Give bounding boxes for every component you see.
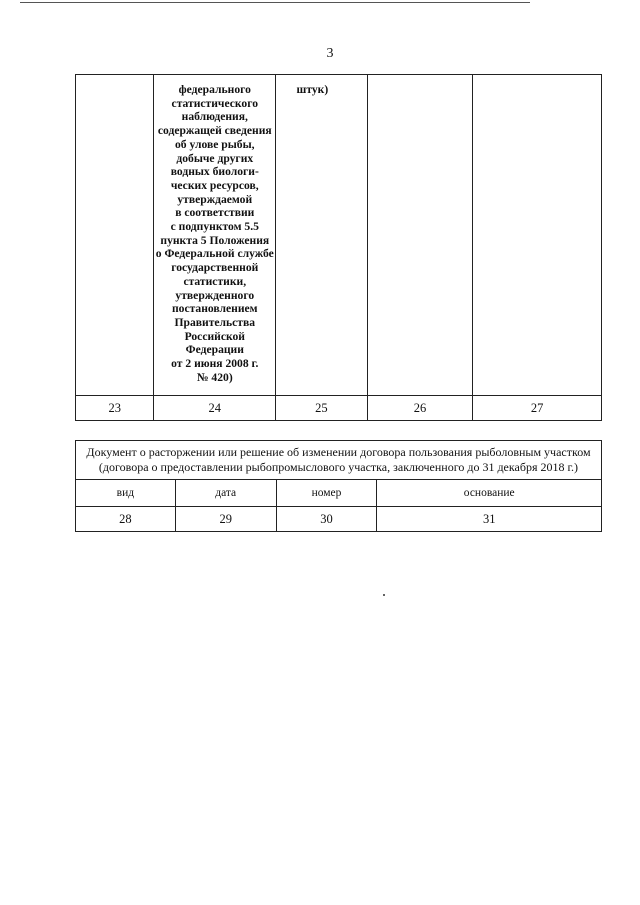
page-number: 3: [326, 46, 334, 61]
column-number-row: [76, 507, 602, 532]
table-title-line: Документ о расторжении или решение об изменении договора пользования рыболовным участком: [86, 445, 591, 459]
table-title-line: (договора о предоставлении рыбопромыслового участка, заключенного до 31 декабря 2018 г.): [98, 460, 579, 474]
table-cell-empty: [76, 75, 154, 396]
column-number: 29: [175, 507, 276, 532]
column-number: 24: [154, 396, 276, 421]
table-cell-text: федерального статистического наблюдения, содержащей сведения об улове рыбы, добыче других водных биологи- ческих ресурсов, утверждаемой в соответствии с подпунктом 5.5 пункта 5 Положения о Федеральной службе государственной статистики, утвержденного постановлением Правительства Российской Федерации от 2 июня 2008 г. № 420): [154, 75, 276, 396]
scan-speck: [383, 594, 385, 596]
table-header-row: [76, 480, 602, 507]
table-title: [76, 441, 602, 480]
column-header-vid: вид: [76, 480, 176, 507]
table-row: [76, 75, 602, 396]
table-title-row: [76, 441, 602, 480]
column-number: 30: [276, 507, 377, 532]
column-number: 31: [377, 507, 602, 532]
top-rule: [20, 2, 530, 3]
column-number: 23: [76, 396, 154, 421]
termination-document-table: [75, 440, 602, 532]
column-number: 27: [473, 396, 602, 421]
column-header-data: дата: [175, 480, 276, 507]
column-number: 28: [76, 507, 176, 532]
table-cell-unit: штук): [276, 75, 368, 396]
table-cell-empty: [367, 75, 473, 396]
column-header-osnovanie: основание: [377, 480, 602, 507]
table-cell-empty: [473, 75, 602, 396]
column-number: 26: [367, 396, 473, 421]
form-table-continuation: [75, 74, 602, 421]
column-number-row: [76, 396, 602, 421]
column-header-nomer: номер: [276, 480, 377, 507]
column-number: 25: [276, 396, 368, 421]
